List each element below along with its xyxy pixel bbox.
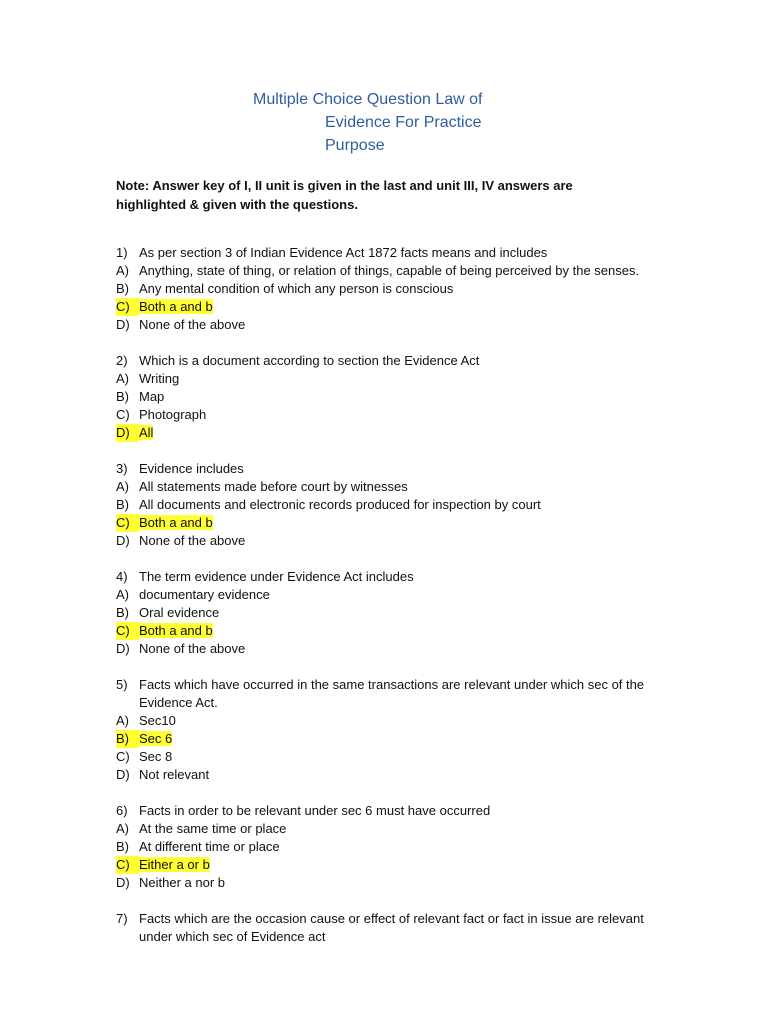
answer-option [116,712,676,730]
highlighted-answer-text: Sec 6 [139,731,173,746]
option-label: B) [116,497,129,512]
question-text: Facts in order to be relevant under sec 6 must have occurred [139,803,491,818]
option-label: D) [116,317,130,332]
question-item [116,244,676,334]
option-label: C) [116,622,139,640]
answer-option-correct [116,856,676,874]
question-text: Which is a document according to section the Evidence Act [139,353,480,368]
option-label: D) [116,533,130,548]
option-text: Map [139,389,165,404]
title-line-1: Multiple Choice Question Law of [253,91,483,108]
title-line-2: Evidence For Practice [325,114,482,131]
answer-option [116,820,676,838]
question-stem [116,802,676,820]
highlighted-answer-text: Both a and b [139,515,213,530]
title-line-3: Purpose [325,137,385,154]
answer-option [116,874,676,892]
option-label: D) [116,875,130,890]
option-label: C) [116,298,139,316]
answer-option-correct [116,622,676,640]
option-label: B) [116,281,129,296]
question-stem [116,568,676,586]
question-item [116,352,676,442]
question-item [116,460,676,550]
option-label: A) [116,263,129,278]
option-text: All documents and electronic records produced for inspection by court [139,497,541,512]
option-text: None of the above [139,533,246,548]
option-label: B) [116,839,129,854]
highlighted-answer-text: All [139,425,154,440]
answer-option [116,280,676,298]
option-label: A) [116,821,129,836]
answer-option [116,532,676,550]
option-label: A) [116,479,129,494]
answer-option [116,766,676,784]
option-label: D) [116,424,139,442]
question-stem [116,352,676,370]
option-label: C) [116,856,139,874]
option-label: C) [116,514,139,532]
question-text: Evidence includes [139,461,244,476]
question-item [116,676,676,784]
answer-option [116,478,676,496]
question-stem [116,676,676,712]
option-text: Writing [139,371,180,386]
answer-option [116,496,676,514]
option-label: C) [116,749,130,764]
option-text-wrapper [139,514,676,532]
answer-key-note: Note: Answer key of I, II unit is given in the last and unit III, IV answers are highlighted & given with the questions. [116,178,573,212]
option-label: D) [116,767,130,782]
answer-option [116,406,676,424]
option-label: B) [116,730,139,748]
question-stem [116,460,676,478]
question-number: 2) [116,353,128,368]
answer-option [116,262,676,280]
option-text: Any mental condition of which any person is conscious [139,281,454,296]
question-stem [116,244,676,262]
question-text: The term evidence under Evidence Act includes [139,569,414,584]
option-text-wrapper [139,730,676,748]
answer-option [116,640,676,658]
question-stem [116,910,676,946]
option-text-wrapper [139,622,676,640]
option-text: Anything, state of thing, or relation of things, capable of being perceived by the senses. [139,263,640,278]
highlighted-answer-text: Either a or b [139,857,210,872]
question-number: 6) [116,803,128,818]
option-label: A) [116,371,129,386]
answer-option [116,586,676,604]
option-text: documentary evidence [139,587,270,602]
option-text: All statements made before court by witnesses [139,479,408,494]
question-item [116,568,676,658]
answer-option [116,388,676,406]
question-text: As per section 3 of Indian Evidence Act 1872 facts means and includes [139,245,548,260]
option-text-wrapper [139,298,676,316]
highlighted-answer-text: Both a and b [139,299,213,314]
question-number: 5) [116,677,128,692]
option-text: None of the above [139,641,246,656]
option-label: B) [116,605,129,620]
question-list [116,244,676,964]
question-number: 1) [116,245,128,260]
option-text: Photograph [139,407,207,422]
question-item [116,802,676,892]
question-text: Facts which are the occasion cause or effect of relevant fact or fact in issue are relevant under which sec of Evidence act [139,911,644,944]
option-text: At different time or place [139,839,280,854]
option-text-wrapper [139,856,676,874]
question-number: 7) [116,911,128,926]
option-text: Not relevant [139,767,210,782]
answer-option-correct [116,424,676,442]
option-label: A) [116,587,129,602]
option-text: Sec10 [139,713,176,728]
option-text: Oral evidence [139,605,220,620]
option-text: Sec 8 [139,749,173,764]
question-text: Facts which have occurred in the same transactions are relevant under which sec of the Evidence Act. [139,677,645,710]
answer-option-correct [116,730,676,748]
highlighted-answer-text: Both a and b [139,623,213,638]
answer-option [116,316,676,334]
option-label: C) [116,407,130,422]
answer-option-correct [116,298,676,316]
answer-option-correct [116,514,676,532]
option-label: B) [116,389,129,404]
question-number: 4) [116,569,128,584]
question-number: 3) [116,461,128,476]
option-text-wrapper [139,424,676,442]
option-label: A) [116,713,129,728]
option-text: Neither a nor b [139,875,225,890]
option-text: At the same time or place [139,821,287,836]
answer-option [116,604,676,622]
option-text: None of the above [139,317,246,332]
answer-option [116,748,676,766]
answer-option [116,370,676,388]
option-label: D) [116,641,130,656]
question-item [116,910,676,946]
answer-option [116,838,676,856]
